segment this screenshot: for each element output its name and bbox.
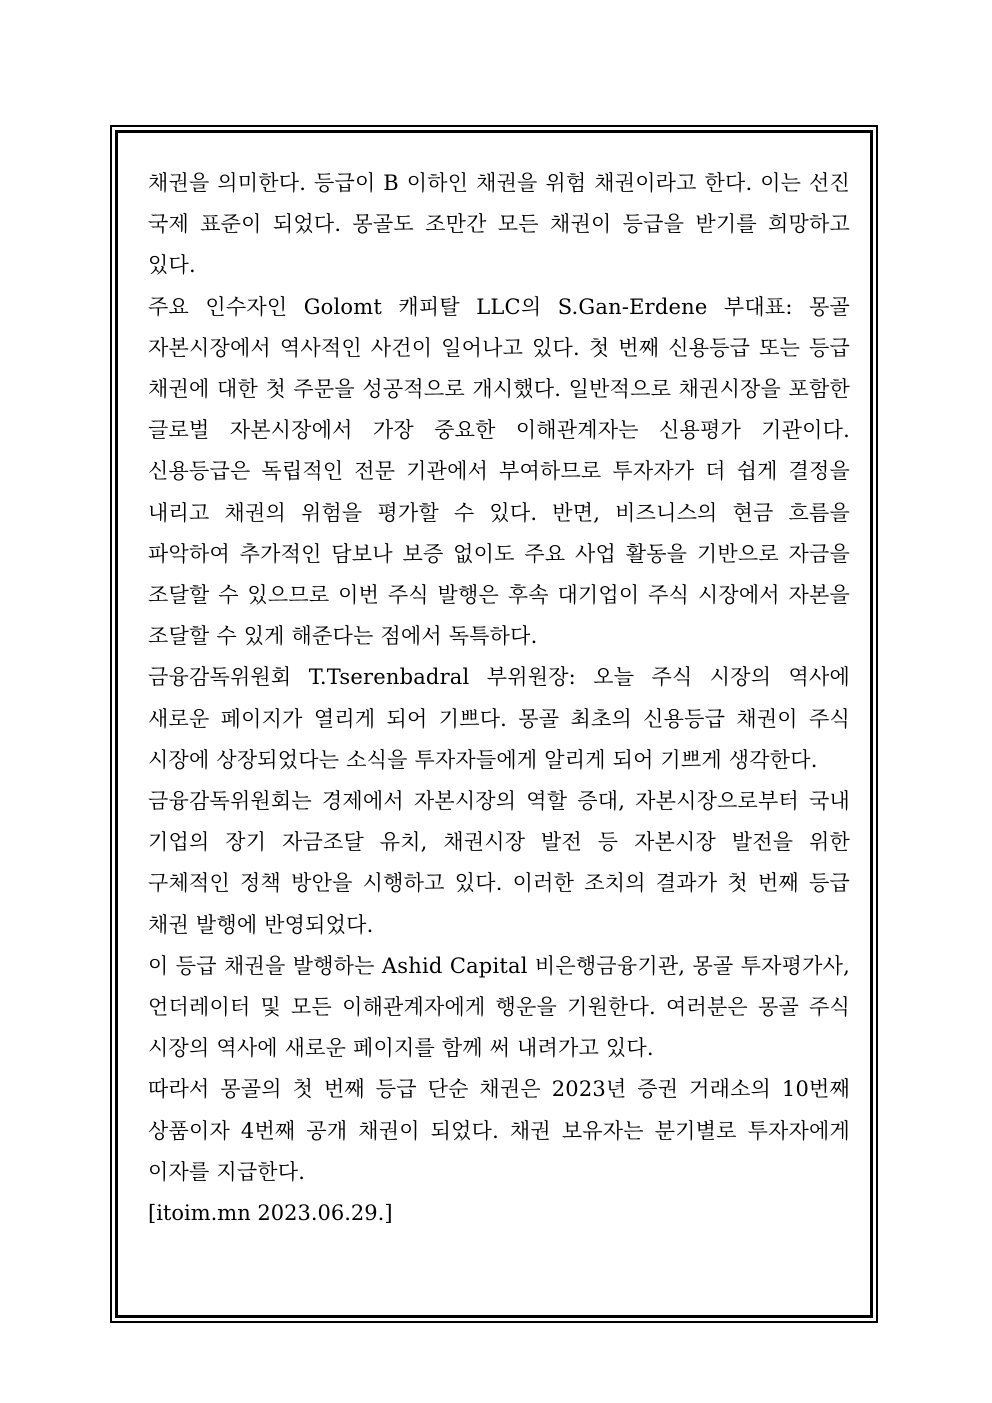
inner-border-frame [115,130,873,1318]
article-body [148,163,850,1234]
paragraph-conclusion: 따라서 몽골의 첫 번째 등급 단순 채권은 2023년 증권 거래소의 10번째 상품이자 4번째 공개 채권이 되었다. 채권 보유자는 분기별로 투자자에게 이자를 지급한다. [148,1077,850,1184]
paragraph-frc-policy: 금융감독위원회는 경제에서 자본시장의 역할 증대, 자본시장으로부터 국내 기업의 장기 자금조달 유치, 채권시장 발전 등 자본시장 발전을 위한 구체적인 정책 방안을 시행하고 있다. 이러한 조치의 결과가 첫 번째 등급 채권 발행에 반영되었다. [148,789,850,937]
outer-border-frame [110,125,878,1323]
paragraph-rating-standard: 채권을 의미한다. 등급이 B 이하인 채권을 위험 채권이라고 한다. 이는 선진 국제 표준이 되었다. 몽골도 조만간 모든 채권이 등급을 받기를 희망하고 있다. [148,171,850,278]
paragraph-golomt-statement: 주요 인수자인 Golomt 캐피탈 LLC의 S.Gan-Erdene 부대표: 몽골 자본시장에서 역사적인 사건이 일어나고 있다. 첫 번째 신용등급 또는 등급 채권에 대한 첫 주문을 성공적으로 개시했다. 일반적으로 채권시장을 포함한 글로벌 자본시장에서 가장 중요한 이해관계자는 신용평가 기관이다. 신용등급은 독립적인 전문 기관에서 부여하므로 투자자가 더 쉽게 결정을 내리고 채권의 위험을 평가할 수 있다. 반면, 비즈니스의 현금 흐름을 파악하여 추가적인 담보나 보증 없이도 주요 사업 활동을 기반으로 자금을 조달할 수 있으므로 이번 주식 발행은 후속 대기업이 주식 시장에서 자본을 조달할 수 있게 해준다는 점에서 독특하다. [148,294,850,649]
paragraph-frc-statement: 금융감독위원회 T.Tserenbadral 부위원장: 오늘 주식 시장의 역사에 새로운 페이지가 열리게 되어 기쁘다. 몽골 최초의 신용등급 채권이 주식 시장에 상장되었다는 소식을 투자자들에게 알리게 되어 기쁘게 생각한다. [148,665,850,772]
paragraph-good-wishes: 이 등급 채권을 발행하는 Ashid Capital 비은행금융기관, 몽골 투자평가사, 언더레이터 및 모든 이해관계자에게 행운을 기원한다. 여러분은 몽골 주식 시장의 역사에 새로운 페이지를 함께 써 내려가고 있다. [148,953,850,1061]
source-citation: [itoim.mn 2023.06.29.] [148,1201,393,1226]
